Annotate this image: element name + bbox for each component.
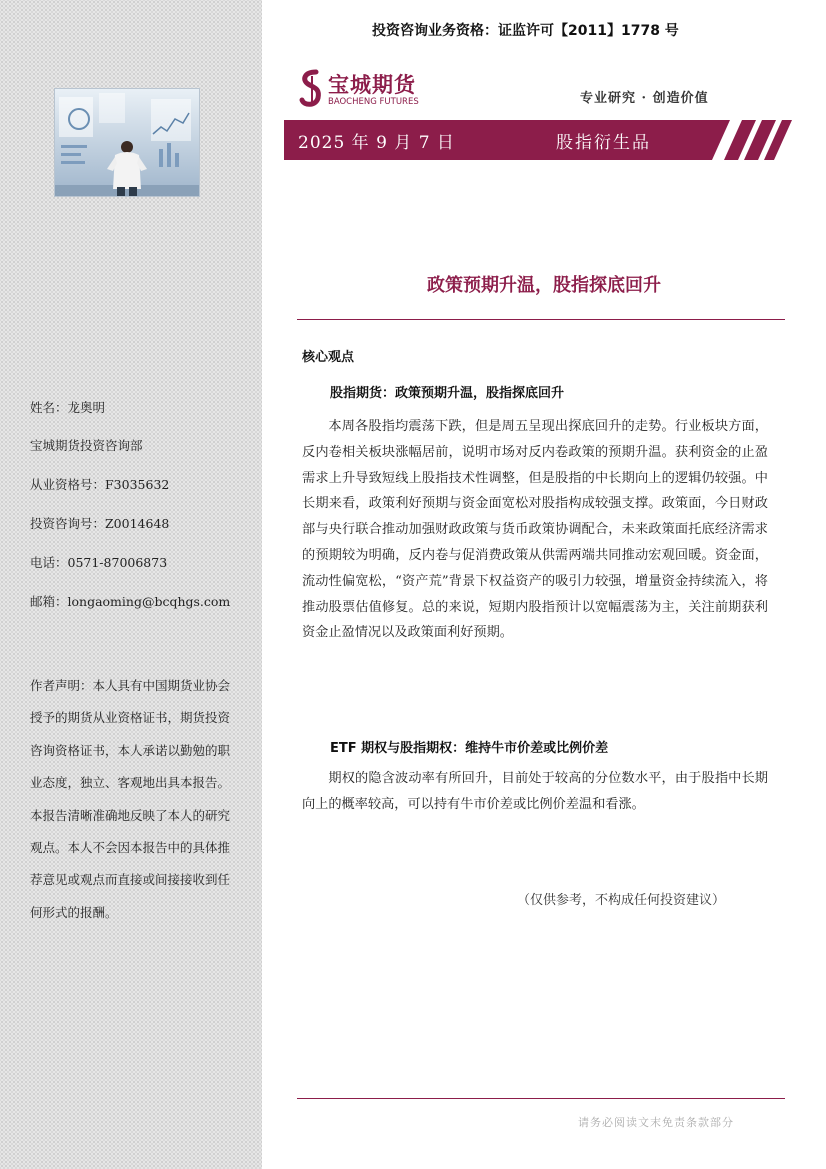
company-logo [298,68,438,112]
report-date: 2025 年 9 月 7 日 [298,133,455,153]
analyst-name: 姓名：龙奥明 [30,400,106,415]
analyst-department: 宝城期货投资咨询部 [30,438,143,453]
footer-divider [297,1098,785,1099]
subheading-options: ETF 期权与股指期权：维持牛市价差或比例价差 [330,741,609,756]
report-title: 政策预期升温，股指探底回升 [427,275,661,296]
license-text: 投资咨询业务资格：证监许可【2011】1778 号 [372,23,679,39]
logo-mark-icon [298,68,326,110]
subheading-index-futures: 股指期货：政策预期升温，股指探底回升 [330,386,565,401]
report-category: 股指衍生品 [556,133,651,153]
analyst-advisory-number: 投资咨询号：Z0014648 [30,516,170,531]
analyst-email[interactable]: 邮箱：longaoming@bcqhgs.com [30,594,231,609]
logo-text-en: BAOCHENG FUTURES [328,97,419,107]
title-divider [297,319,785,320]
sidebar [0,0,262,1169]
paragraph-options: 期权的隐含波动率有所回升，目前处于较高的分位数水平，由于股指中长期向上的概率较高，可以持有牛市价差或比例价差温和看涨。 [302,771,768,812]
businessman-illustration [55,89,199,196]
footer-note: 请务必阅读文末免责条款部分 [578,1116,734,1129]
section-heading: 核心观点 [302,350,355,365]
author-statement: 作者声明：本人具有中国期货业协会授予的期货从业资格证书，期货投资咨询资格证书，本人承诺以勤勉的职业态度，独立、客观地出具本报告。本报告清晰准确地反映了本人的研究观点。本人不会因本报告中的具体推荐意见或观点而直接或间接接收到任何形式的报酬。 [30,678,231,920]
analyst-qualification: 从业资格号：F3035632 [30,477,170,492]
paragraph-index-futures: 本周各股指均震荡下跌，但是周五呈现出探底回升的走势。行业板块方面，反内卷相关板块涨幅居前，说明市场对反内卷政策的预期升温。获利资金的止盈需求上升导致短线上股指技术性调整，但是股指的中长期向上的逻辑仍较强。中长期来看，政策利好预期与资金面宽松对股指构成较强支撑。政策面，今日财政部与央行联合推动加强财政政策与货币政策协调配合，未来政策面托底经济需求的预期较为明确，反内卷与促消费政策从供需两端共同推动宏观回暖。资金面，流动性偏宽松，“资产荒”背景下权益资产的吸引力较强，增量资金持续流入，将推动股票估值修复。总的来说，短期内股指预计以宽幅震荡为主，关注前期获利资金止盈情况以及政策面利好预期。 [302,419,768,641]
analyst-phone: 电话：0571-87006873 [30,555,168,570]
disclaimer: （仅供参考，不构成任何投资建议） [517,893,726,908]
logo-text-cn: 宝城期货 [328,72,416,97]
slogan: 专业研究 · 创造价值 [580,91,709,106]
cover-image [54,88,200,197]
